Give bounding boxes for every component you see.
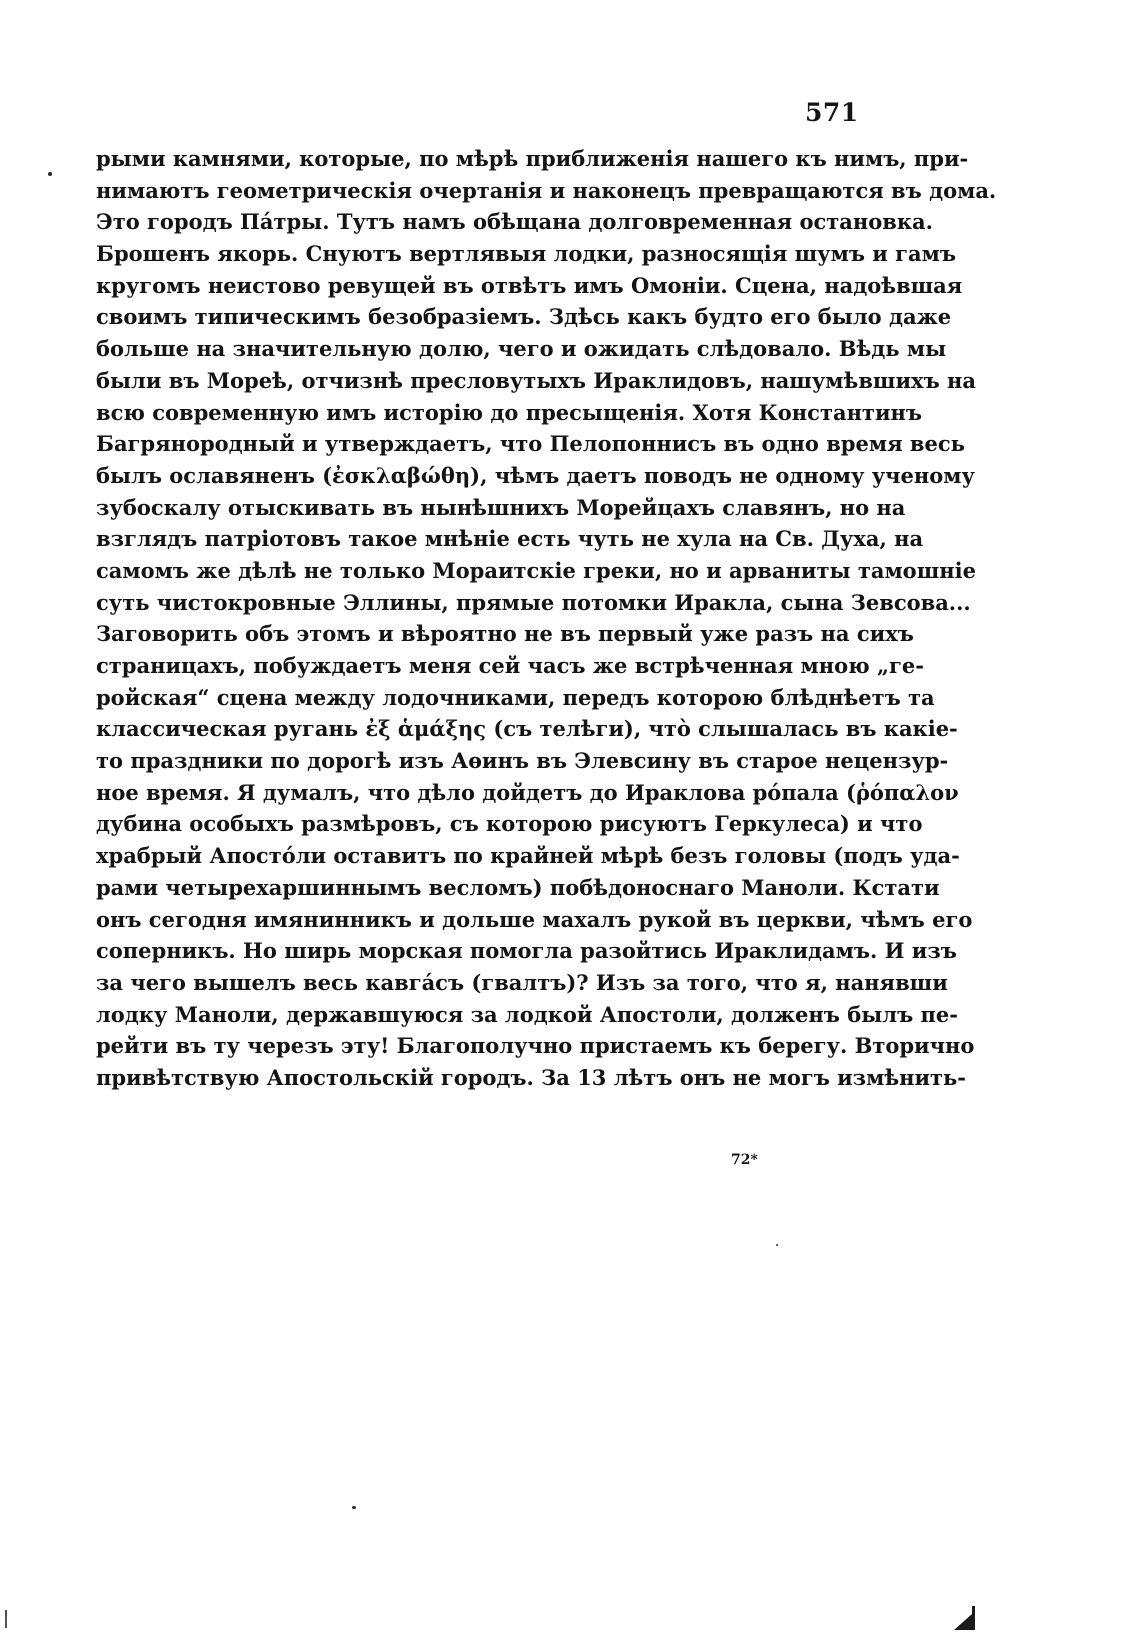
body-text: [96, 143, 997, 1094]
text-line: Брошенъ якорь. Снуютъ вертлявыя лодки, разносящія шумъ и гамъ: [96, 241, 956, 267]
text-line: всю современную имъ исторію до пресыщенія. Хотя Константинъ: [96, 399, 923, 425]
text-line: страницахъ, побуждаетъ меня сей часъ же встрѣченная мною „ге-: [96, 653, 924, 678]
text-line: взглядъ патріотовъ такое мнѣніе есть чуть не хула на Св. Духа, на: [96, 526, 924, 552]
scan-corner-bar: [972, 1606, 975, 1630]
text-line: зубоскалу отыскивать въ нынѣшнихъ Морейцахъ славянъ, но на: [96, 494, 906, 520]
text-line: онъ сегодня имянинникъ и дольше махалъ рукой въ церкви, чѣмъ его: [96, 906, 973, 932]
text-line: кругомъ неистово ревущей въ отвѣтъ имъ Омоніи. Сцена, надоѣвшая: [96, 272, 963, 298]
text-line: былъ ославяненъ (ἐσκλαβώθη), чѣмъ даетъ поводъ не одному ученому: [96, 462, 975, 488]
text-line: рыми камнями, которые, по мѣрѣ приближенія нашего къ нимъ, при-: [96, 146, 969, 171]
signature-mark: 72*: [731, 1152, 758, 1168]
text-line: своимъ типическимъ безобразіемъ. Здѣсь какъ будто его было даже: [96, 304, 952, 330]
text-line: были въ Мореѣ, отчизнѣ пресловутыхъ Ираклидовъ, нашумѣвшихъ на: [96, 367, 976, 393]
text-line: дубина особыхъ размѣровъ, съ которою рисуютъ Геркулеса) и что: [96, 811, 923, 837]
text-line: классическая ругань ἐξ ἁμάξης (съ телѣги), что̀ слышалась въ какіе-: [96, 716, 958, 742]
text-line: нимаютъ геометрическія очертанія и наконецъ превращаются въ дома.: [96, 177, 997, 203]
text-line: рейти въ ту черезъ эту! Благополучно пристаемъ къ берегу. Вторично: [96, 1033, 975, 1059]
page-number: 571: [805, 98, 859, 127]
text-line: ройская“ сцена между лодочниками, передъ которою блѣднѣетъ та: [96, 684, 935, 710]
text-line: Заговорить объ этомъ и вѣроятно не въ первый уже разъ на сихъ: [96, 621, 914, 647]
text-line: Это городъ Пáтры. Тутъ намъ обѣщана долговременная остановка.: [96, 209, 933, 235]
text-line: самомъ же дѣлѣ не только Мораитскіе греки, но и арваниты тамошніе: [96, 557, 976, 583]
text-line: Багрянородный и утверждаетъ, что Пелопоннисъ въ одно время весь: [96, 431, 965, 457]
scan-speck: [776, 1244, 778, 1246]
scan-margin-line: [5, 1610, 7, 1628]
scan-corner-mark: [954, 1614, 972, 1630]
text-line: ное время. Я думалъ, что дѣло дойдетъ до Ираклова рóпала (ῥόπαλον: [96, 779, 959, 805]
text-line: соперникъ. Но ширь морская помогла разойтись Ираклидамъ. И изъ: [96, 938, 957, 964]
text-line: суть чистокровные Эллины, прямые потомки Иракла, сына Зевсова...: [96, 589, 971, 615]
text-line: рами четырехаршиннымъ весломъ) побѣдоноснаго Маноли. Кстати: [96, 874, 940, 900]
scan-speck: [352, 1506, 356, 1509]
text-line: храбрый Апостóли оставитъ по крайней мѣрѣ безъ головы (подъ уда-: [96, 843, 960, 869]
text-line: больше на значительную долю, чего и ожидать слѣдовало. Вѣдь мы: [96, 336, 947, 362]
text-line: привѣтствую Апостольскій городъ. За 13 лѣтъ онъ не могъ измѣнить-: [96, 1064, 967, 1090]
scan-speck: [48, 172, 52, 176]
text-line: лодку Маноли, державшуюся за лодкой Апостоли, долженъ былъ пе-: [96, 1001, 958, 1027]
text-line: то праздники по дорогѣ изъ Аѳинъ въ Элевсину въ старое нецензур-: [96, 748, 949, 774]
text-line: за чего вышелъ весь кавгáсъ (гвалтъ)? Изъ за того, что я, нанявши: [96, 969, 948, 995]
